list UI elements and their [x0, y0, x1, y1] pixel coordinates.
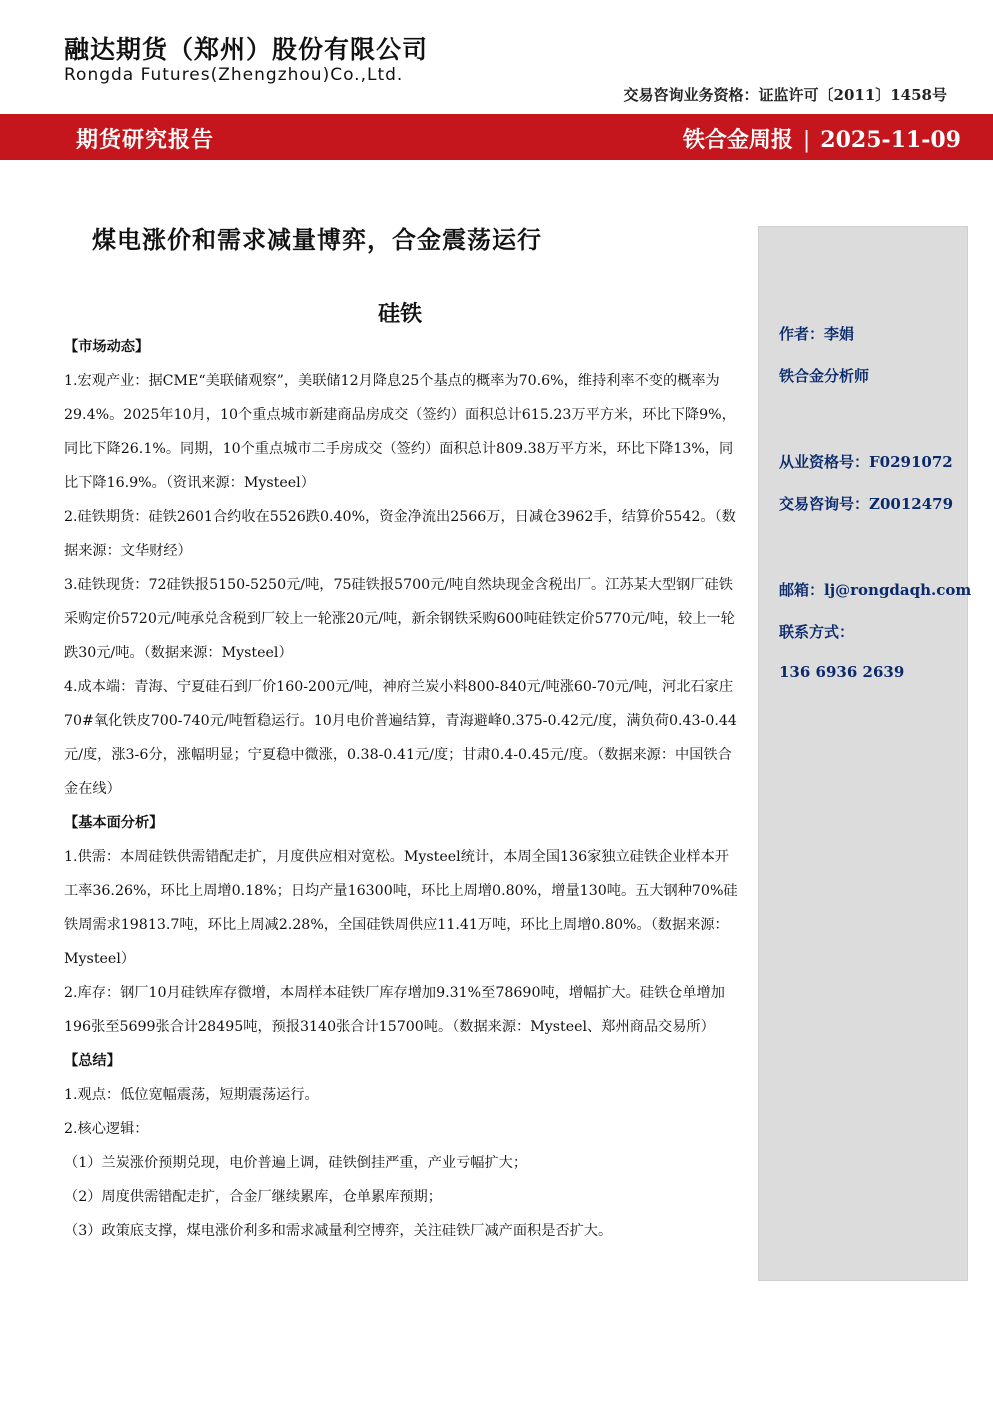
- paragraph: 2.库存：钢厂10月硅铁库存微增，本周样本硅铁厂库存增加9.31%至78690吨，增幅扩大。硅铁仓单增加196张至5699张合计28495吨，预报3140张合计15700吨。（数据来源：Mysteel、郑州商品交易所）: [64, 985, 725, 1035]
- page-title: 煤电涨价和需求减量博弈，合金震荡运行: [92, 225, 542, 254]
- section-heading-summary: 【总结】: [64, 1053, 121, 1069]
- paragraph: （2）周度供需错配走扩，合金厂继续累库，仓单累库预期；: [64, 1189, 442, 1205]
- author-sidebar: [758, 226, 972, 1281]
- page-subtitle: 硅铁: [377, 301, 422, 327]
- paragraph: （3）政策底支撑，煤电涨价利多和需求减量利空博弈，关注硅铁厂减产面积是否扩大。: [64, 1223, 613, 1239]
- qualification-number: 从业资格号：F0291072: [779, 453, 953, 471]
- paragraph: 2.硅铁期货：硅铁2601合约收在5526跌0.40%，资金净流出2566万，日减仓3962手，结算价5542。（数据来源：文华财经）: [64, 509, 736, 559]
- author-email[interactable]: 邮箱：lj@rongdaqh.com: [779, 581, 972, 599]
- report-type: 期货研究报告: [76, 127, 215, 153]
- author-name: 作者：李娟: [779, 325, 855, 343]
- report-meta: [683, 123, 961, 154]
- consult-number: 交易咨询号：Z0012479: [779, 495, 954, 513]
- paragraph: 4.成本端：青海、宁夏硅石到厂价160-200元/吨，神府兰炭小料800-840元/吨涨60-70元/吨，河北石家庄70#氧化铁皮700-740元/吨暂稳运行。10月电价普遍结算，青海避峰0.375-0.42元/度，满负荷0.43-0.44元/度，涨3-6分，涨幅明显；宁夏稳中微涨，0.38-0.41元/度；甘肃0.4-0.45元/度。（数据来源：中国铁合金在线）: [64, 679, 737, 797]
- section-heading-fundamental: 【基本面分析】: [64, 815, 164, 831]
- banner-separator: |: [802, 128, 811, 153]
- report-date: 2025-11-09: [820, 127, 961, 153]
- license-info: 交易咨询业务资格：证监许可〔2011〕1458号: [623, 86, 947, 104]
- paragraph: 3.硅铁现货：72硅铁报5150-5250元/吨，75硅铁报5700元/吨自然块现金含税出厂。江苏某大型钢厂硅铁采购定价5720元/吨承兑含税到厂较上一轮涨20元/吨，新余钢铁采购600吨硅铁定价5770元/吨，较上一轮跌30元/吨。（数据来源：Mysteel）: [64, 577, 735, 661]
- contact-phone[interactable]: 136 6936 2639: [779, 663, 905, 681]
- section-heading-market: 【市场动态】: [64, 339, 150, 355]
- report-banner: [0, 114, 993, 160]
- report-body: [64, 330, 740, 1248]
- paragraph: 1.宏观产业：据CME“美联储观察”，美联储12月降息25个基点的概率为70.6%，维持利率不变的概率为29.4%。2025年10月，10个重点城市新建商品房成交（签约）面积总计615.23万平方米，环比下降9%，同比下降26.1%。同期，10个重点城市二手房成交（签约）面积总计809.38万平方米，环比下降13%，同比下降16.9%。（资讯来源：Mysteel）: [64, 373, 736, 491]
- company-name-cn: 融达期货（郑州）股份有限公司: [64, 35, 429, 64]
- author-role: 铁合金分析师: [779, 367, 870, 385]
- paragraph: 2.核心逻辑：: [64, 1121, 149, 1137]
- report-name: 铁合金周报: [682, 127, 793, 153]
- contact-label: 联系方式：: [779, 623, 855, 641]
- paragraph: 1.观点：低位宽幅震荡，短期震荡运行。: [64, 1087, 319, 1103]
- paragraph: 1.供需：本周硅铁供需错配走扩，月度供应相对宽松。Mysteel统计，本周全国136家独立硅铁企业样本开工率36.26%，环比上周增0.18%；日均产量16300吨，环比上周增0.80%，增量130吨。五大钢种70%硅铁周需求19813.7吨，环比上周减2.28%，全国硅铁周供应11.41万吨，环比上周增0.80%。（数据来源：Mysteel）: [64, 849, 738, 967]
- paragraph: （1）兰炭涨价预期兑现，电价普遍上调，硅铁倒挂严重，产业亏幅扩大；: [64, 1155, 528, 1171]
- company-name-en: Rongda Futures(Zhengzhou)Co.,Ltd.: [64, 65, 404, 85]
